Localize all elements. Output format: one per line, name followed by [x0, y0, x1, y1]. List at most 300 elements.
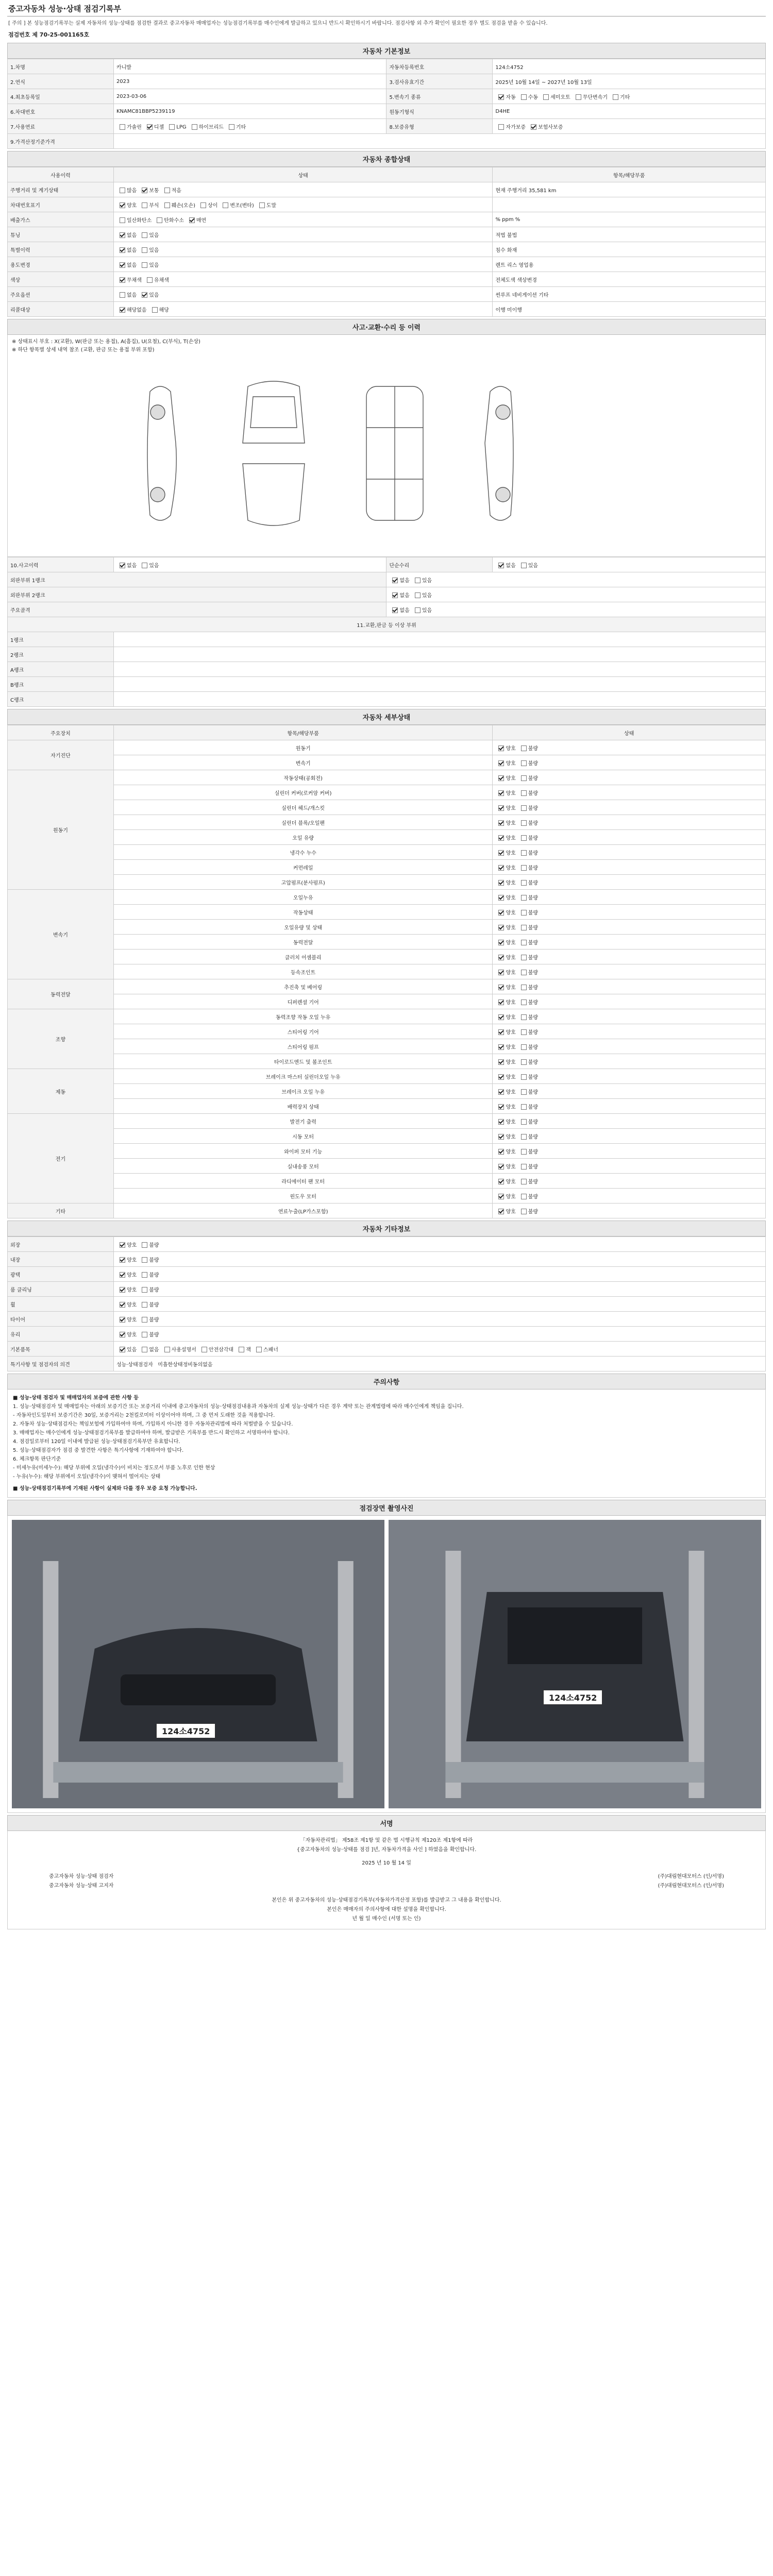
checkbox-icon[interactable] [498, 850, 504, 856]
detail-item-state [493, 830, 766, 845]
checkbox-icon[interactable] [120, 307, 125, 313]
detail-option-1[interactable] [518, 983, 538, 991]
detail-option-0[interactable] [495, 849, 515, 856]
repair-option-1[interactable] [518, 561, 538, 569]
checkbox-icon[interactable] [521, 1194, 527, 1199]
checkbox-icon[interactable] [543, 94, 549, 100]
checkbox-icon[interactable] [239, 1347, 244, 1352]
checkbox-icon[interactable] [521, 1179, 527, 1184]
checkbox-icon[interactable] [521, 820, 527, 826]
checkbox-icon[interactable] [120, 232, 125, 238]
checkbox-icon[interactable] [120, 1242, 125, 1248]
panel-option-1[interactable] [412, 576, 432, 584]
checkbox-icon[interactable] [498, 985, 504, 990]
checkbox-icon[interactable] [120, 247, 125, 253]
checkbox-icon[interactable] [521, 760, 527, 766]
detail-option-1[interactable] [518, 759, 538, 767]
detail-option-1[interactable] [518, 1192, 538, 1200]
general-row-options [113, 302, 493, 317]
checkbox-icon[interactable] [142, 1302, 147, 1308]
detail-option-1[interactable] [518, 1147, 538, 1155]
extra-option-1[interactable] [139, 1330, 159, 1338]
detail-option-1[interactable] [518, 1073, 538, 1080]
label-exchange-parts: 11.교환,판금 등 이상 부위 [8, 617, 766, 632]
extra-option-1[interactable] [139, 1285, 159, 1293]
checkbox-icon[interactable] [521, 955, 527, 960]
general-7-option-0[interactable] [116, 291, 137, 298]
detail-option-0[interactable] [495, 983, 515, 991]
general-2-option-1[interactable] [154, 216, 184, 224]
fuel-option-2[interactable] [166, 124, 186, 130]
basic-item-option-3[interactable] [198, 1345, 233, 1353]
detail-option-0[interactable] [495, 923, 515, 931]
checkbox-icon[interactable] [142, 563, 147, 568]
warranty-option-label: 자가보증 [506, 124, 526, 130]
detail-option-1[interactable] [518, 819, 538, 826]
general-8-option-0[interactable] [116, 306, 147, 313]
detail-option-1[interactable] [518, 1207, 538, 1215]
general-0-option-0[interactable] [116, 186, 137, 194]
checkbox-icon[interactable] [521, 1059, 527, 1065]
checkbox-icon[interactable] [142, 232, 147, 238]
checkbox-icon[interactable] [142, 1242, 147, 1248]
detail-option-1[interactable] [518, 968, 538, 976]
detail-option-0[interactable] [495, 908, 515, 916]
checkbox-icon[interactable] [142, 1317, 147, 1323]
checkbox-icon[interactable] [120, 1347, 125, 1352]
car-outline-diagram [129, 371, 645, 536]
detail-option-1[interactable] [518, 1028, 538, 1036]
checkbox-icon[interactable] [120, 563, 125, 568]
detail-option-0[interactable] [495, 1088, 515, 1095]
checkbox-icon[interactable] [498, 1029, 504, 1035]
checkbox-icon[interactable] [521, 1209, 527, 1214]
checkbox-icon[interactable] [576, 94, 581, 100]
checkbox-icon[interactable] [120, 1272, 125, 1278]
general-1-option-5[interactable] [256, 201, 276, 209]
checkbox-icon[interactable] [164, 1347, 170, 1352]
panel-option-0[interactable] [389, 576, 409, 584]
checkbox-icon[interactable] [392, 607, 398, 613]
detail-item-state [493, 1039, 766, 1054]
extra-option-0[interactable] [116, 1241, 137, 1248]
detail-option-1[interactable] [518, 849, 538, 856]
detail-option-1[interactable] [518, 774, 538, 782]
detail-option-1[interactable] [518, 863, 538, 871]
checkbox-icon[interactable] [120, 1332, 125, 1337]
warranty-option-1[interactable] [528, 123, 563, 130]
detail-option-0[interactable] [495, 1013, 515, 1021]
general-2-option-0[interactable] [116, 216, 152, 224]
accident-option-1[interactable] [139, 561, 159, 569]
checkbox-icon[interactable] [152, 307, 158, 313]
label-warranty: 8.보증유형 [386, 119, 493, 134]
general-1-option-1[interactable] [139, 201, 159, 209]
extra-option-0[interactable] [116, 1285, 137, 1293]
general-1-option-label: 훼손(오손) [171, 202, 196, 209]
basic-item-option-0[interactable] [116, 1345, 137, 1353]
detail-option-label: 불량 [528, 820, 539, 826]
detail-option-1[interactable] [518, 893, 538, 901]
transmission-option-0[interactable] [495, 93, 515, 100]
checkbox-icon[interactable] [498, 1194, 504, 1199]
checkbox-icon[interactable] [521, 563, 527, 568]
panel-option-0[interactable] [389, 591, 409, 599]
general-7-option-1[interactable] [139, 291, 159, 298]
panel-option-1[interactable] [412, 606, 432, 614]
checkbox-icon[interactable] [521, 805, 527, 811]
detail-option-0[interactable] [495, 744, 515, 752]
panel-option-label: 있음 [422, 607, 432, 614]
extra-option-1[interactable] [139, 1256, 159, 1263]
accident-option-0[interactable] [116, 561, 137, 569]
detail-option-0[interactable] [495, 759, 515, 767]
checkbox-icon[interactable] [498, 745, 504, 751]
checkbox-icon[interactable] [498, 790, 504, 796]
basic-item-option-1[interactable] [139, 1345, 159, 1353]
basic-item-option-2[interactable] [161, 1345, 196, 1353]
detail-option-1[interactable] [518, 1177, 538, 1185]
general-1-option-0[interactable] [116, 201, 137, 209]
detail-option-0[interactable] [495, 1117, 515, 1125]
checkbox-icon[interactable] [120, 1257, 125, 1263]
detail-item-state [493, 964, 766, 979]
extra-option-0[interactable] [116, 1270, 137, 1278]
general-row-detail: 침수 화재 [493, 242, 766, 257]
general-1-option-4[interactable] [220, 201, 254, 209]
extra-option-1[interactable] [139, 1315, 159, 1323]
general-3-option-0[interactable] [116, 231, 137, 239]
checkbox-icon[interactable] [120, 188, 125, 193]
checkbox-icon[interactable] [498, 1089, 504, 1095]
checkbox-icon[interactable] [498, 124, 504, 130]
checkbox-icon[interactable] [498, 1104, 504, 1110]
checkbox-icon[interactable] [498, 1149, 504, 1155]
detail-option-label: 불량 [528, 925, 539, 931]
detail-option-label: 양호 [506, 745, 516, 752]
checkbox-icon[interactable] [142, 262, 147, 268]
checkbox-icon[interactable] [498, 775, 504, 781]
checkbox-icon[interactable] [120, 124, 125, 130]
checkbox-icon[interactable] [498, 910, 504, 916]
checkbox-icon[interactable] [531, 124, 536, 130]
checkbox-icon[interactable] [142, 1272, 147, 1278]
dealer-label: 중고자동차 성능·상태 고지자 [49, 1883, 114, 1889]
checkbox-icon[interactable] [521, 1029, 527, 1035]
detail-option-0[interactable] [495, 968, 515, 976]
accident-options [113, 557, 386, 572]
detail-row [8, 800, 766, 815]
wheel-right-rear [496, 487, 510, 502]
general-2-option-2[interactable] [186, 216, 206, 224]
detail-option-1[interactable] [518, 938, 538, 946]
checkbox-icon[interactable] [498, 999, 504, 1005]
checkbox-icon[interactable] [392, 578, 398, 583]
checkbox-icon[interactable] [521, 895, 527, 901]
checkbox-icon[interactable] [498, 1209, 504, 1214]
general-1-option-2[interactable] [161, 201, 195, 209]
checkbox-icon[interactable] [498, 970, 504, 975]
detail-option-0[interactable] [495, 953, 515, 961]
checkbox-icon[interactable] [223, 202, 228, 208]
checkbox-icon[interactable] [521, 880, 527, 886]
general-1-option-3[interactable] [197, 201, 217, 209]
checkbox-icon[interactable] [142, 292, 147, 298]
detail-option-1[interactable] [518, 789, 538, 796]
checkbox-icon[interactable] [498, 760, 504, 766]
general-3-option-1[interactable] [139, 231, 159, 239]
checkbox-icon[interactable] [120, 1317, 125, 1323]
checkbox-icon[interactable] [498, 563, 504, 568]
value-price [113, 134, 765, 149]
transmission-option-4[interactable] [610, 93, 630, 100]
checkbox-icon[interactable] [521, 94, 527, 100]
general-row-label: 색상 [8, 272, 114, 287]
checkbox-icon[interactable] [498, 925, 504, 930]
fuel-option-4[interactable] [226, 123, 246, 130]
transmission-option-label: 무단변속기 [582, 94, 608, 100]
checkbox-icon[interactable] [521, 850, 527, 856]
detail-item-label: 발전기 출력 [113, 1114, 493, 1129]
detail-option-0[interactable] [495, 893, 515, 901]
detail-option-1[interactable] [518, 923, 538, 931]
general-row [8, 182, 766, 197]
checkbox-icon[interactable] [498, 1044, 504, 1050]
checkbox-icon[interactable] [521, 1089, 527, 1095]
checkbox-icon[interactable] [120, 1302, 125, 1308]
general-8-option-1[interactable] [149, 306, 169, 313]
checkbox-icon[interactable] [498, 1119, 504, 1125]
checkbox-icon[interactable] [157, 217, 162, 223]
checkbox-icon[interactable] [142, 188, 147, 193]
detail-option-0[interactable] [495, 1132, 515, 1140]
checkbox-icon[interactable] [498, 820, 504, 826]
general-6-option-1[interactable] [144, 276, 169, 283]
detail-row [8, 1024, 766, 1039]
extra-option-1[interactable] [139, 1270, 159, 1278]
checkbox-icon[interactable] [521, 985, 527, 990]
general-5-option-0[interactable] [116, 261, 137, 268]
checkbox-icon[interactable] [147, 124, 153, 130]
detail-option-0[interactable] [495, 1177, 515, 1185]
fuel-option-label: 가솔린 [126, 124, 142, 130]
fuel-option-label: 기타 [236, 124, 246, 130]
checkbox-icon[interactable] [498, 1014, 504, 1020]
panel-option-0[interactable] [389, 606, 409, 614]
detail-option-1[interactable] [518, 953, 538, 961]
checkbox-icon[interactable] [142, 1332, 147, 1337]
detail-option-0[interactable] [495, 1147, 515, 1155]
checkbox-icon[interactable] [521, 790, 527, 796]
detail-option-0[interactable] [495, 1028, 515, 1036]
general-5-option-1[interactable] [139, 261, 159, 268]
extra-option-1[interactable] [139, 1241, 159, 1248]
checkbox-icon[interactable] [142, 247, 147, 253]
general-0-option-2[interactable] [161, 186, 181, 194]
checkbox-icon[interactable] [521, 1104, 527, 1110]
checkbox-icon[interactable] [498, 1134, 504, 1140]
checkbox-icon[interactable] [498, 1074, 504, 1080]
checkbox-icon[interactable] [521, 925, 527, 930]
detail-option-1[interactable] [518, 1117, 538, 1125]
checkbox-icon[interactable] [120, 262, 125, 268]
checkbox-icon[interactable] [498, 1164, 504, 1170]
checkbox-icon[interactable] [142, 202, 147, 208]
checkbox-icon[interactable] [521, 745, 527, 751]
checkbox-icon[interactable] [521, 1074, 527, 1080]
detail-option-0[interactable] [495, 1043, 515, 1050]
transmission-option-2[interactable] [540, 93, 570, 100]
extra-option-0[interactable] [116, 1315, 137, 1323]
detail-option-0[interactable] [495, 1073, 515, 1080]
checkbox-icon[interactable] [392, 592, 398, 598]
panel-option-1[interactable] [412, 591, 432, 599]
checkbox-icon[interactable] [120, 292, 125, 298]
detail-item-label: 와이퍼 모터 기능 [113, 1144, 493, 1159]
fuel-option-0[interactable] [116, 123, 142, 130]
detail-option-1[interactable] [518, 1058, 538, 1065]
detail-option-0[interactable] [495, 1162, 515, 1170]
checkbox-icon[interactable] [521, 865, 527, 871]
checkbox-icon[interactable] [521, 1119, 527, 1125]
checkbox-icon[interactable] [229, 124, 234, 130]
detail-option-0[interactable] [495, 774, 515, 782]
checkbox-icon[interactable] [142, 1257, 147, 1263]
checkbox-icon[interactable] [498, 805, 504, 811]
checkbox-icon[interactable] [521, 775, 527, 781]
detail-option-0[interactable] [495, 1103, 515, 1110]
checkbox-icon[interactable] [189, 217, 195, 223]
checkbox-icon[interactable] [415, 578, 421, 583]
notes-line: 5. 성능·상태점검자가 점검 중 발견한 사항은 특기사항에 기재하여야 합니다. [13, 1448, 184, 1453]
general-1-option-label: 상이 [208, 202, 218, 209]
checkbox-icon[interactable] [521, 1014, 527, 1020]
detail-option-0[interactable] [495, 998, 515, 1006]
checkbox-icon[interactable] [415, 607, 421, 613]
warranty-option-0[interactable] [495, 123, 526, 130]
checkbox-icon[interactable] [498, 955, 504, 960]
basic-item-option-4[interactable] [236, 1345, 251, 1353]
checkbox-icon[interactable] [521, 835, 527, 841]
detail-option-1[interactable] [518, 834, 538, 841]
checkbox-icon[interactable] [521, 940, 527, 945]
checkbox-icon[interactable] [521, 1149, 527, 1155]
checkbox-icon[interactable] [521, 910, 527, 916]
detail-option-label: 양호 [506, 1179, 516, 1185]
checkbox-icon[interactable] [498, 1059, 504, 1065]
checkbox-icon[interactable] [200, 202, 206, 208]
general-0-option-1[interactable] [139, 186, 159, 194]
checkbox-icon[interactable] [521, 1164, 527, 1170]
detail-option-1[interactable] [518, 1043, 538, 1050]
checkbox-icon[interactable] [521, 970, 527, 975]
detail-option-0[interactable] [495, 834, 515, 841]
detail-option-0[interactable] [495, 789, 515, 796]
detail-option-1[interactable] [518, 744, 538, 752]
detail-option-1[interactable] [518, 1162, 538, 1170]
checkbox-icon[interactable] [498, 94, 504, 100]
checkbox-icon[interactable] [169, 124, 175, 130]
detail-row [8, 1189, 766, 1204]
checkbox-icon[interactable] [498, 865, 504, 871]
checkbox-icon[interactable] [147, 277, 153, 283]
detail-option-0[interactable] [495, 819, 515, 826]
checkbox-icon[interactable] [142, 1287, 147, 1293]
basic-item-option-5[interactable] [253, 1345, 278, 1353]
checkbox-icon[interactable] [142, 1347, 147, 1352]
checkbox-icon[interactable] [521, 1134, 527, 1140]
general-4-option-0[interactable] [116, 246, 137, 253]
extra-option-0[interactable] [116, 1300, 137, 1308]
checkbox-icon[interactable] [120, 1287, 125, 1293]
detail-option-0[interactable] [495, 1058, 515, 1065]
checkbox-icon[interactable] [256, 1347, 262, 1352]
checkbox-icon[interactable] [192, 124, 197, 130]
detail-option-0[interactable] [495, 878, 515, 886]
fuel-option-1[interactable] [144, 123, 164, 130]
checkbox-icon[interactable] [201, 1347, 207, 1352]
detail-option-0[interactable] [495, 938, 515, 946]
checkbox-icon[interactable] [498, 895, 504, 901]
checkbox-icon[interactable] [164, 202, 170, 208]
checkbox-icon[interactable] [415, 592, 421, 598]
checkbox-icon[interactable] [613, 94, 618, 100]
detail-option-0[interactable] [495, 863, 515, 871]
detail-option-0[interactable] [495, 804, 515, 811]
detail-option-1[interactable] [518, 908, 538, 916]
fuel-option-3[interactable] [189, 123, 224, 130]
notes-line: - 미세누유(미세누수): 해당 부위에 오일(냉각수)이 비치는 정도로서 부품 노후로 인한 현상 [13, 1465, 215, 1471]
checkbox-icon[interactable] [521, 1044, 527, 1050]
label-price: 9.가격산정기준가격 [8, 134, 114, 149]
detail-option-1[interactable] [518, 804, 538, 811]
detail-option-0[interactable] [495, 1207, 515, 1215]
extra-option-0[interactable] [116, 1256, 137, 1263]
detail-option-1[interactable] [518, 878, 538, 886]
detail-row [8, 1174, 766, 1189]
transmission-option-1[interactable] [518, 93, 538, 100]
general-4-option-1[interactable] [139, 246, 159, 253]
checkbox-icon[interactable] [259, 202, 265, 208]
extra-option-0[interactable] [116, 1330, 137, 1338]
transmission-option-3[interactable] [573, 93, 608, 100]
checkbox-icon[interactable] [120, 202, 125, 208]
detail-option-1[interactable] [518, 1013, 538, 1021]
basic-item-option-label: 없음 [149, 1347, 159, 1353]
detail-option-1[interactable] [518, 1103, 538, 1110]
detail-option-1[interactable] [518, 1132, 538, 1140]
checkbox-icon[interactable] [498, 1179, 504, 1184]
detail-option-0[interactable] [495, 1192, 515, 1200]
checkbox-icon[interactable] [120, 277, 125, 283]
detail-option-1[interactable] [518, 998, 538, 1006]
label-valid: 3.검사유효기간 [386, 74, 493, 89]
detail-option-1[interactable] [518, 1088, 538, 1095]
checkbox-icon[interactable] [498, 880, 504, 886]
repair-option-0[interactable] [495, 561, 515, 569]
checkbox-icon[interactable] [164, 188, 170, 193]
checkbox-icon[interactable] [120, 217, 125, 223]
detail-option-label: 양호 [506, 865, 516, 871]
rank-row [8, 632, 766, 647]
checkbox-icon[interactable] [498, 835, 504, 841]
checkbox-icon[interactable] [521, 999, 527, 1005]
label-year: 2.연식 [8, 74, 114, 89]
checkbox-icon[interactable] [498, 940, 504, 945]
extra-option-1[interactable] [139, 1300, 159, 1308]
general-6-option-0[interactable] [116, 276, 142, 283]
accident-option-label: 있음 [149, 563, 159, 569]
